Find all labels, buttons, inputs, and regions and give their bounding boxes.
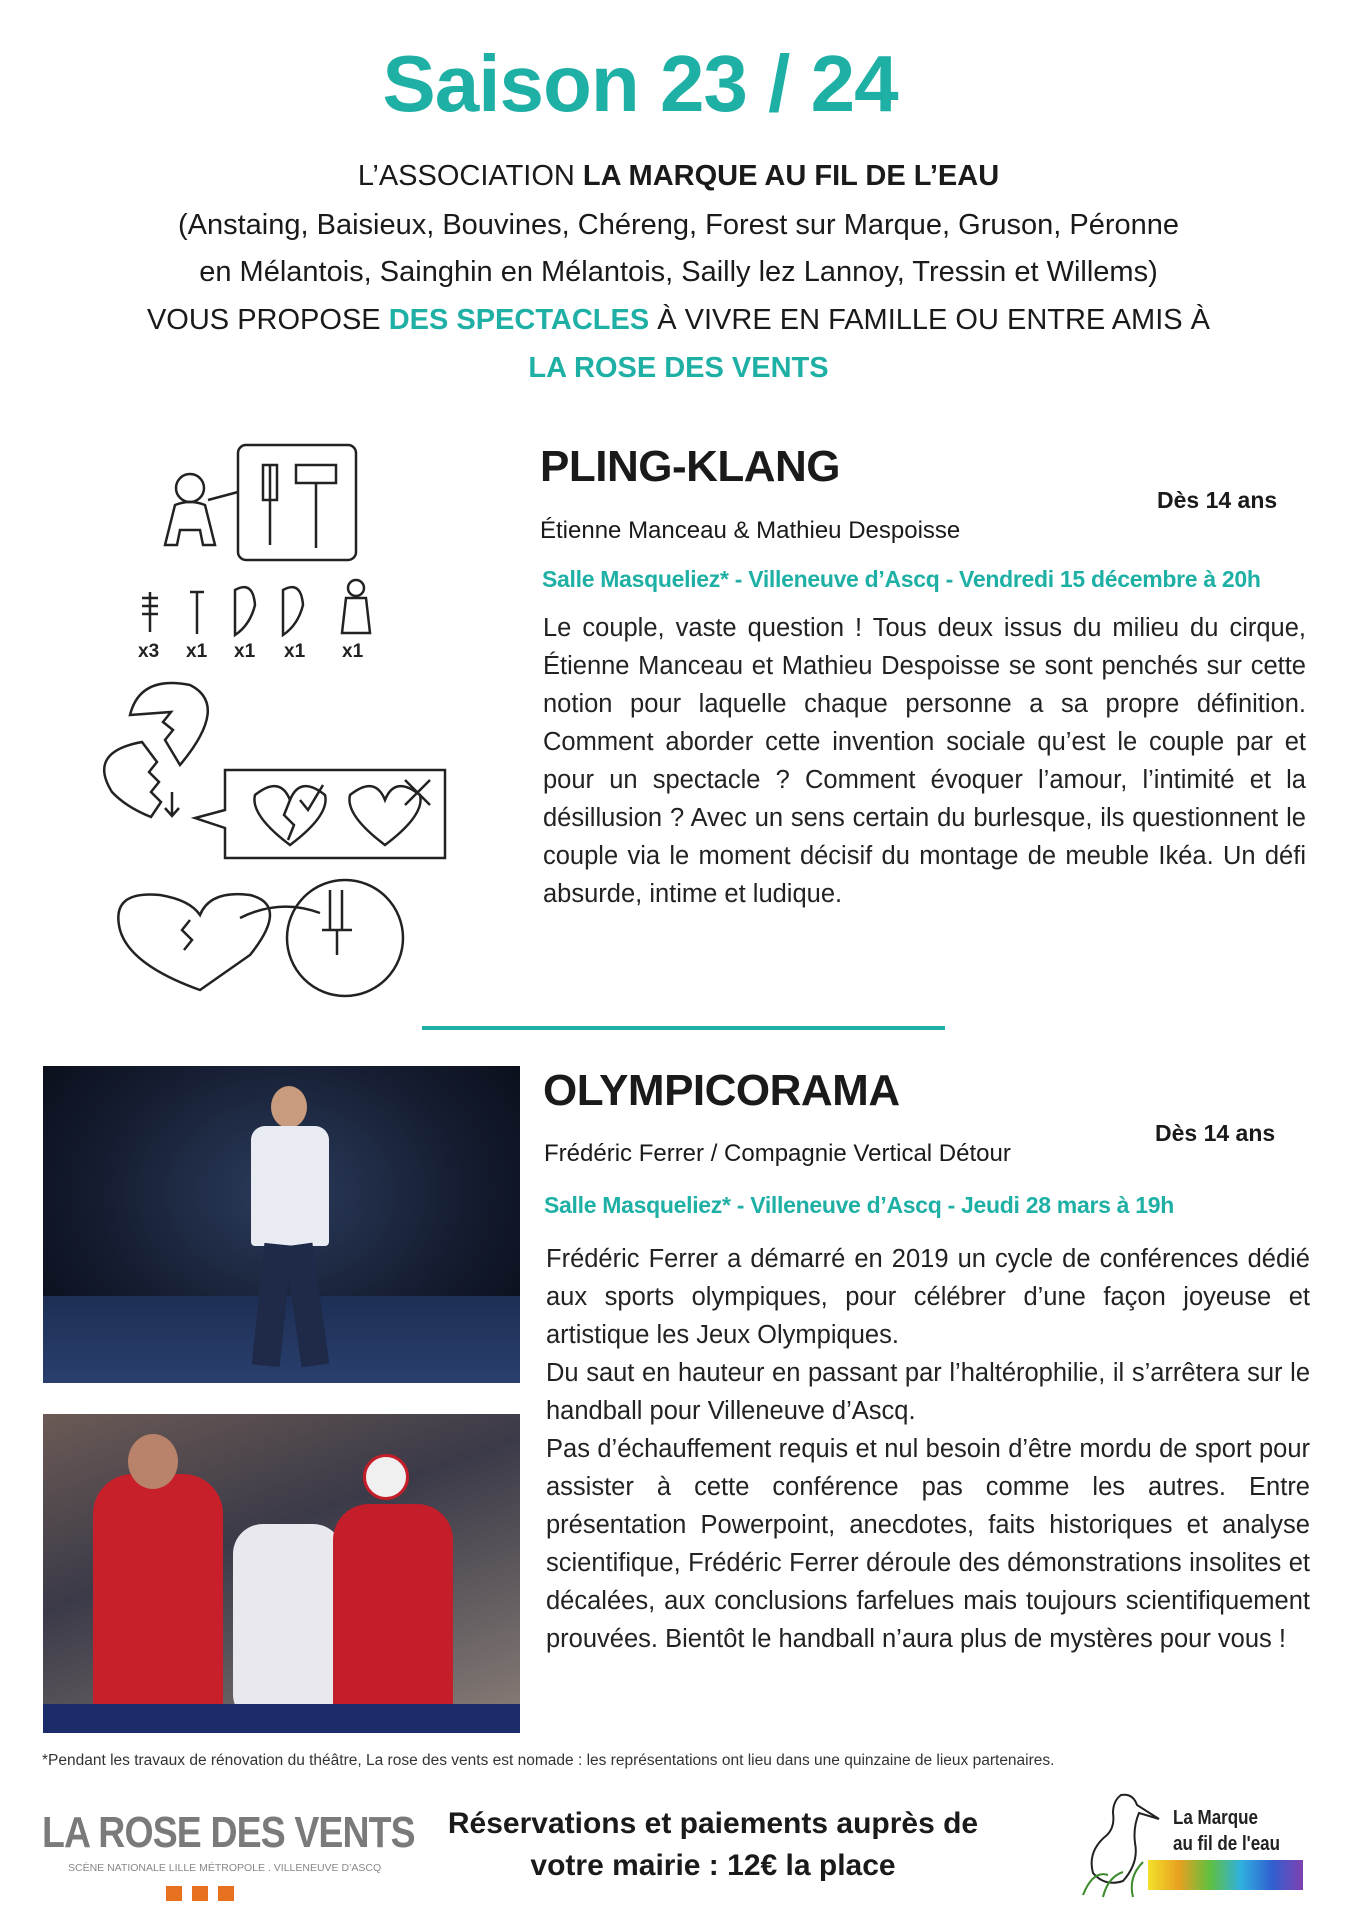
part-count: x1 [186,641,208,662]
hammer-icon [296,465,336,483]
show-venue-date: Salle Masqueliez* - Villeneuve d’Ascq - Jeudi 28 mars à 19h [544,1192,1174,1218]
age-label: Dès 14 ans [1157,487,1278,513]
description-paragraph: Frédéric Ferrer a démarré en 2019 un cycle de conférences dédié aux sports olympiques, pour célébrer d’une façon joyeuse et artistique les Jeux Olympiques. [546,1245,1310,1349]
logo-la-rose-des-vents [42,1808,415,1906]
part-count: x1 [284,641,306,662]
description-paragraph: Pas d’échauffement requis et nul besoin d’être mordu de sport pour assister à cette conférence pas comme les autres. Entre présentation Powerpoint, anecdotes, faits historiques et analyse scientifique, Frédéric Ferrer déroule des démonstrations insolites et décalées, aux conclusions farfelues mais toujours scientifiquement prouvées. Bientôt le handball n’aura plus de mystères pour vous ! [546,1435,1310,1653]
intro-line-propose [0,296,1357,344]
logo-text [1173,1805,1280,1857]
logo-la-marque-au-fil-de-l-eau [1073,1785,1305,1900]
show-description [546,1240,1310,1658]
intro-line-towns-1: (Anstaing, Baisieux, Bouvines, Chéreng, Forest sur Marque, Gruson, Péronne [177,209,1179,241]
association-name: LA MARQUE AU FIL DE L’EAU [582,160,1000,192]
tool-box [238,445,356,560]
reservation-price: votre mairie : 12€ la place [530,1849,896,1882]
figure-icon [176,474,204,502]
show-title-pling-klang: PLING-KLANG [540,442,841,491]
description-paragraph: Du saut en hauteur en passant par l’haltérophilie, il s’arrêtera sur le handball pour Villeneuve d’Ascq. [546,1359,1310,1425]
intro-text: À VIVRE EN FAMILLE OU ENTRE AMIS À [649,304,1211,336]
part-count: x3 [138,641,160,662]
age-label: Dès 14 ans [1155,1120,1276,1146]
parts-row [142,580,370,635]
show-venue-date: Salle Masqueliez* - Villeneuve d’Ascq - Vendredi 15 décembre à 20h [542,566,1261,592]
logo-squares [166,1886,372,1906]
intro-line-association [0,152,1357,200]
photo-performer-on-stage [43,1066,520,1383]
section-divider [422,1026,945,1030]
reservation-line: Réservations et paiements auprès de [447,1807,979,1840]
ikea-assembly-illustration [60,440,450,1015]
rainbow-band [1148,1860,1303,1890]
heart-half-icon [130,683,208,765]
description-paragraph: Le couple, vaste question ! Tous deux issus du milieu du cirque, Étienne Manceau et Mathieu Despoisse se sont penchés sur cette notion pour laquelle chaque personne a sa propre définition. Comment aborder cette invention sociale qu’est le couple par et pour un spectacle ? Comment évoquer l’amour, l’intimité et la désillusion ? Avec un sens certain du burlesque, ils questionnent le couple via le moment décisif du montage de meuble Ikéa. Un défi absurde, intime et ludique. [543,614,1306,908]
logo-subtitle: SCÈNE NATIONALE LILLE MÉTROPOLE . VILLENEUVE D’ASCQ [68,1862,382,1874]
intro-line-towns-2: en Mélantois, Sainghin en Mélantois, Sailly lez Lannoy, Tressin et Willems) [199,256,1158,288]
photo-handball-match [43,1414,520,1733]
show-description [543,609,1306,913]
cross-icon [405,780,430,805]
heart-half-icon [104,742,161,817]
reservation-info [410,1803,1016,1887]
logo-line: au fil de l'eau [1173,1833,1281,1855]
logo-title: LA ROSE DES VENTS [42,1808,415,1857]
check-icon [300,785,323,810]
show-credits: Étienne Manceau & Mathieu Despoisse [540,517,961,544]
intro-venue: LA ROSE DES VENTS [528,352,829,384]
heart-icon [118,894,270,990]
page-title: Saison 23 / 24 [382,39,898,128]
part-count: x1 [342,641,364,662]
intro-text: L’ASSOCIATION [357,160,583,192]
intro-text: VOUS PROPOSE [146,304,389,336]
show-credits: Frédéric Ferrer / Compagnie Vertical Détour [544,1140,1011,1167]
zoom-detail-circle [287,880,403,996]
screw-icon [322,890,352,955]
footnote: *Pendant les travaux de rénovation du théâtre, La rose des vents est nomade : les représentations ont lieu dans une quinzaine de lieux partenaires. [42,1752,1055,1769]
show-title-olympicorama: OLYMPICORAMA [543,1066,900,1115]
broken-heart-icon [349,786,420,845]
part-count: x1 [234,641,256,662]
logo-line: La Marque [1173,1807,1259,1829]
intro-highlight: DES SPECTACLES [388,304,650,336]
